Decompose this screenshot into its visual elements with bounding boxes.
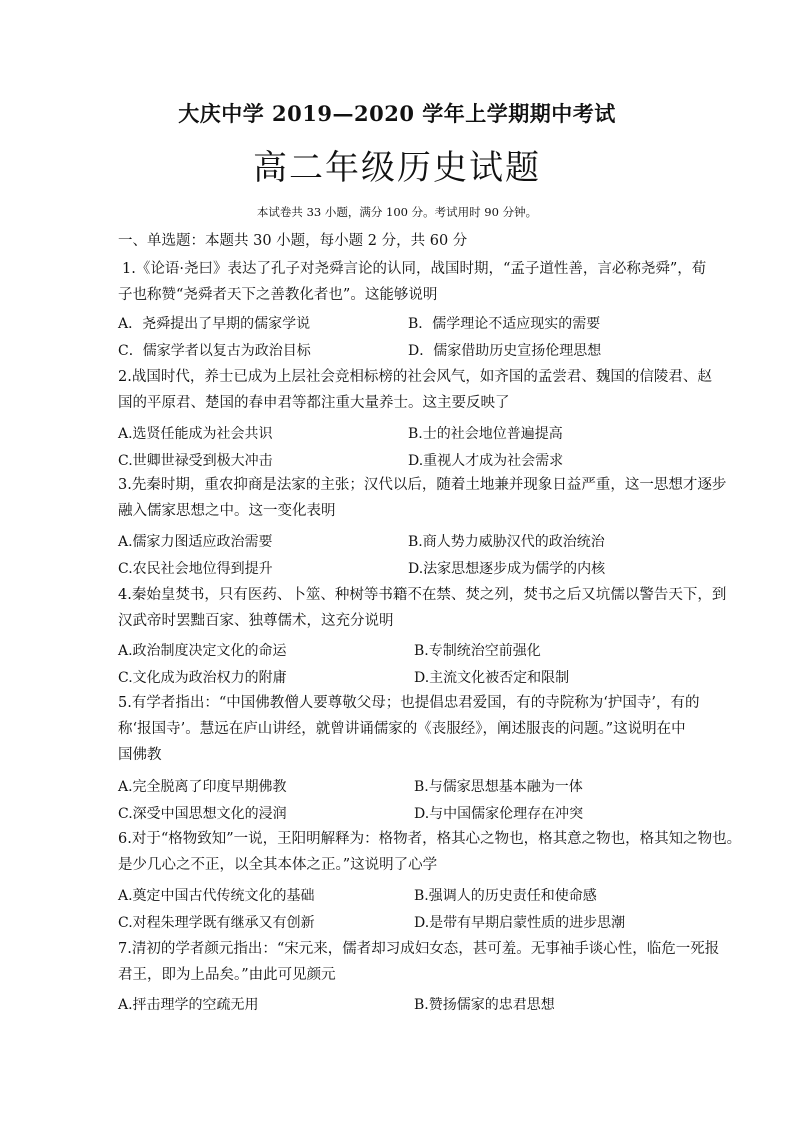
question-line: 4.秦始皇焚书，只有医药、卜筮、种树等书籍不在禁、焚之列，焚书之后又坑儒以警告天下，到 (118, 587, 727, 603)
option-d: D.重视人才成为社会需求 (408, 453, 564, 469)
option-a: A.奠定中国古代传统文化的基础 (118, 888, 315, 904)
question-line: 子也称赞“尧舜者天下之善教化者也”。这能够说明 (118, 287, 438, 303)
option-d: D.法家思想逐步成为儒学的内核 (408, 561, 606, 577)
exam-subtitle: 高二年级历史试题 (253, 148, 541, 188)
option-c: C.世卿世禄受到极大冲击 (118, 453, 273, 469)
question-line: 5.有学者指出：“中国佛教僧人要尊敬父母；也提倡忠君爱国，有的寺院称为‘护国寺’，有的 (118, 695, 700, 711)
question-line: 汉武帝时罢黜百家、独尊儒术，这充分说明 (118, 613, 394, 629)
option-c: C.对程朱理学既有继承又有创新 (118, 915, 315, 931)
question-line: 国佛教 (118, 747, 162, 763)
question-line: 7.清初的学者颜元指出：“宋元来，儒者却习成妇女态，甚可羞。无事袖手谈心性，临危一死报 (118, 941, 720, 957)
question-line: 3.先秦时期，重农抑商是法家的主张；汉代以后，随着土地兼并现象日益严重，这一思想才逐步 (118, 477, 727, 493)
option-b: B.与儒家思想基本融为一体 (414, 779, 583, 795)
question-line: 是少几心之不正，以全其本体之正。”这说明了心学 (118, 857, 438, 873)
option-a: A.选贤任能成为社会共识 (118, 426, 273, 442)
question-4 (118, 582, 726, 634)
option-b: B.赞扬儒家的忠君思想 (414, 997, 555, 1013)
option-c: C.深受中国思想文化的浸润 (118, 806, 287, 822)
option-b: B.商人势力威胁汉代的政治统治 (408, 534, 605, 550)
option-d: D．儒家借助历史宣扬伦理思想 (408, 343, 602, 359)
option-a: A.完全脱离了印度早期佛教 (118, 779, 287, 795)
option-d: D.主流文化被否定和限制 (414, 670, 570, 686)
question-line: 国的平原君、楚国的春申君等都注重大量养士。这主要反映了 (118, 395, 510, 411)
option-c: C.文化成为政治权力的附庸 (118, 670, 287, 686)
option-c: C.农民社会地位得到提升 (118, 561, 273, 577)
section-heading: 一、单选题：本题共 30 小题，每小题 2 分，共 60 分 (118, 233, 468, 249)
question-1 (118, 256, 706, 308)
question-7 (118, 936, 719, 988)
option-b: B.专制统治空前强化 (414, 643, 541, 659)
exam-title: 大庆中学 2019—2020 学年上学期期中考试 (178, 101, 616, 126)
exam-note: 本试卷共 33 小题，满分 100 分。考试用时 90 分钟。 (256, 205, 538, 219)
option-a: A.儒家力图适应政治需要 (118, 534, 273, 550)
option-b: B.强调人的历史责任和使命感 (414, 888, 597, 904)
option-a: A．尧舜提出了早期的儒家学说 (118, 316, 311, 332)
question-line: 6.对于“格物致知”一说，王阳明解释为：格物者，格其心之物也，格其意之物也，格其知之物也。 (118, 831, 742, 847)
option-a: A.抨击理学的空疏无用 (118, 997, 259, 1013)
question-5 (118, 690, 699, 768)
question-line: 称‘报国寺’。慧远在庐山讲经，就曾讲诵儒家的《丧服经》，阐述服丧的问题。”这说明在中 (118, 721, 686, 737)
option-b: B.士的社会地位普遍提高 (408, 426, 563, 442)
question-3 (118, 472, 726, 524)
question-6 (118, 826, 741, 878)
question-line: 君王，即为上品矣。”由此可见颜元 (118, 967, 336, 983)
option-d: D.与中国儒家伦理存在冲突 (414, 806, 584, 822)
option-b: B．儒学理论不适应现实的需要 (408, 316, 601, 332)
option-d: D.是带有早期启蒙性质的进步思潮 (414, 915, 626, 931)
question-line: 1.《论语·尧曰》表达了孔子对尧舜言论的认同，战国时期，“孟子道性善，言必称尧舜”，荀 (122, 261, 707, 277)
question-line: 融入儒家思想之中。这一变化表明 (118, 503, 336, 519)
option-a: A.政治制度决定文化的命运 (118, 643, 287, 659)
question-line: 2.战国时代，养士已成为上层社会竞相标榜的社会风气，如齐国的孟尝君、魏国的信陵君、赵 (118, 369, 712, 385)
question-2 (118, 364, 712, 416)
option-c: C．儒家学者以复古为政治目标 (118, 343, 311, 359)
